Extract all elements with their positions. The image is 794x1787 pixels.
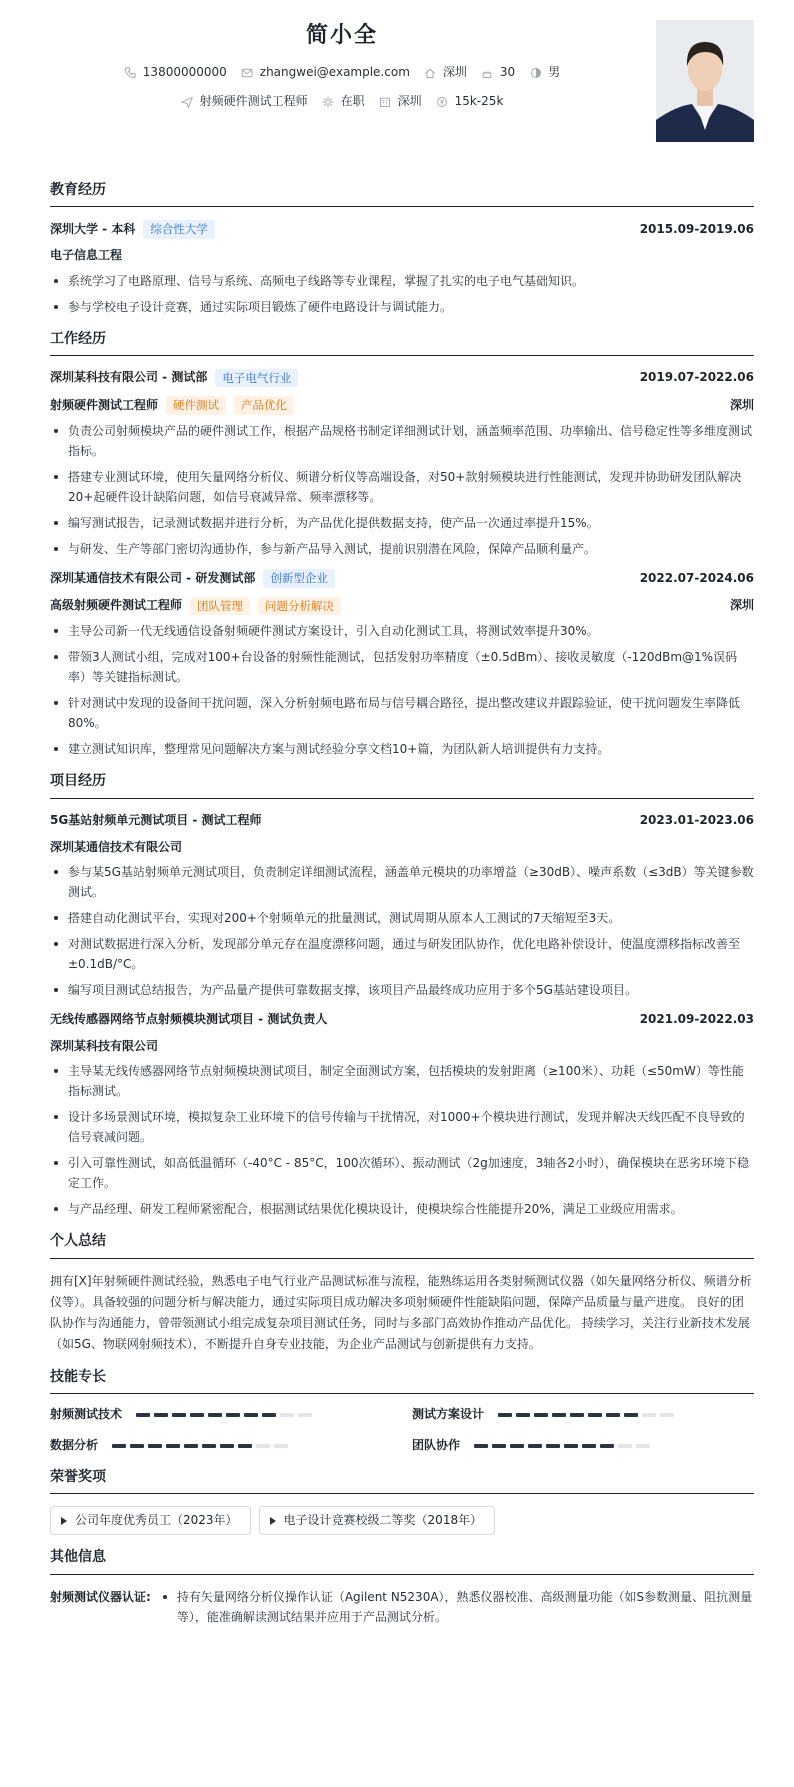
list-item: 编写测试报告，记录测试数据并进行分析，为产品优化提供数据支持，使产品一次通过率提升15%。 — [50, 513, 754, 533]
list-item: 针对测试中发现的设备间干扰问题，深入分析射频电路布局与信号耦合路径，提出整改建议并跟踪验证，使干扰问题发生率降低80%。 — [50, 693, 754, 733]
salary-item — [436, 93, 504, 110]
work-city-text: 深圳 — [397, 94, 422, 109]
school-tag: 综合性大学 — [143, 220, 215, 239]
skill-level-segment — [636, 1444, 650, 1448]
salary-icon — [436, 95, 449, 108]
education-date: 2015.09-2019.06 — [639, 221, 754, 236]
project-bullets — [50, 1061, 754, 1219]
award-text: 电子设计竞赛校级二等奖（2018年） — [283, 1513, 483, 1528]
list-item: 负责公司射频模块产品的硬件测试工作，根据产品规格书制定详细测试计划，涵盖频率范围、功率输出、信号稳定性等多维度测试指标。 — [50, 421, 754, 461]
skill-level-segment — [600, 1444, 614, 1448]
other-section — [50, 1547, 754, 1626]
education-entry — [50, 219, 754, 316]
skill-level-bar — [112, 1444, 288, 1448]
job-city: 深圳 — [729, 598, 754, 613]
gender-item — [529, 64, 560, 81]
project-bullets — [50, 862, 754, 1000]
projects-section — [50, 771, 754, 1219]
profile-photo — [656, 20, 754, 142]
age-icon — [481, 66, 494, 79]
education-title: 教育经历 — [50, 180, 754, 207]
skill-level-bar — [474, 1444, 650, 1448]
role-tag: 产品优化 — [234, 396, 294, 415]
skill-level-segment — [298, 1413, 312, 1417]
skills-section — [50, 1367, 754, 1455]
skill-level-segment — [154, 1413, 168, 1417]
major: 电子信息工程 — [50, 248, 123, 263]
project-company: 深圳某通信技术有限公司 — [50, 839, 183, 854]
skill-level-segment — [256, 1444, 270, 1448]
skill-level-segment — [112, 1444, 126, 1448]
skill-name: 团队协作 — [412, 1438, 461, 1453]
skill-item — [50, 1437, 392, 1454]
list-item: 参与学校电子设计竞赛，通过实际项目锻炼了硬件电路设计与调试能力。 — [50, 297, 754, 317]
phone-icon — [124, 66, 137, 79]
skill-level-segment — [528, 1444, 542, 1448]
skill-level-segment — [642, 1413, 656, 1417]
job-entry — [50, 569, 754, 760]
skill-level-segment — [582, 1444, 596, 1448]
job-entry — [50, 368, 754, 559]
job-date: 2022.07-2024.06 — [639, 570, 754, 585]
job-role: 高级射频硬件测试工程师 — [50, 598, 183, 613]
list-item: 持有矢量网络分析仪操作认证（Agilent N5230A），熟悉仪器校准、高级测量功能（如S参数测量、阻抗测量等），能准确解读测试结果并应用于产品测试分析。 — [159, 1587, 754, 1627]
awards-list — [50, 1506, 754, 1535]
project-entry — [50, 811, 754, 1000]
skill-level-segment — [564, 1444, 578, 1448]
send-icon — [181, 95, 194, 108]
project-company: 深圳某科技有限公司 — [50, 1039, 159, 1054]
list-item: 编写项目测试总结报告，为产品量产提供可靠数据支撑，该项目产品最终成功应用于多个5G基站建设项目。 — [50, 980, 754, 1000]
skill-item — [412, 1437, 754, 1454]
skill-level-segment — [546, 1444, 560, 1448]
summary-text: 拥有[X]年射频硬件测试经验，熟悉电子电气行业产品测试标准与流程，能熟练运用各类射频测试仪器（如矢量网络分析仪、频谱分析仪等）。具备较强的问题分析与解决能力，通过实际项目成功解决多项射频硬件性能缺陷问题，保障产品质量与量产进度。 良好的团队协作与沟通能力，曾带领测试小组完成复杂项目测试任务，同时与多部门高效协作推动产品优化。 持续学习，关注行业新技术发展（如5G、物联网射频技术），不断提升自身专业技能，为企业产品测试与创新提供有力支持。 — [50, 1273, 752, 1351]
school-name: 深圳大学 - 本科 — [50, 221, 136, 236]
skill-level-segment — [166, 1444, 180, 1448]
skill-name: 射频测试技术 — [50, 1407, 123, 1421]
skill-level-segment — [172, 1413, 186, 1417]
mail-icon — [241, 66, 254, 79]
email-item — [241, 64, 410, 81]
education-bullets — [50, 271, 754, 317]
role-tag: 问题分析解决 — [258, 597, 341, 616]
skill-level-segment — [660, 1413, 674, 1417]
skill-level-segment — [516, 1413, 530, 1417]
contact-info-row — [50, 64, 754, 81]
industry-tag: 电子电气行业 — [215, 369, 298, 388]
list-item: 主导某无线传感器网络节点射频模块测试项目，制定全面测试方案，包括模块的发射距离（≥100米）、功耗（≤50mW）等性能指标测试。 — [50, 1061, 754, 1101]
list-item: 与产品经理、研发工程师紧密配合，根据测试结果优化模块设计，使模块综合性能提升20%，满足工业级应用需求。 — [50, 1199, 754, 1219]
list-item: 搭建自动化测试平台，实现对200+个射频单元的批量测试，测试周期从原本人工测试的7天缩短至3天。 — [50, 908, 754, 928]
role-tag: 硬件测试 — [166, 396, 226, 415]
age-item — [481, 64, 515, 81]
skill-level-segment — [474, 1444, 488, 1448]
home-icon — [424, 66, 437, 79]
list-item: 对测试数据进行深入分析，发现部分单元存在温度漂移问题，通过与研发团队协作，优化电路补偿设计，使温度漂移指标改善至±0.1dB/°C。 — [50, 934, 754, 974]
project-date: 2021.09-2022.03 — [639, 1012, 754, 1027]
company-name: 深圳某通信技术有限公司 - 研发测试部 — [50, 570, 256, 585]
projects-title: 项目经历 — [50, 771, 754, 798]
skill-level-segment — [274, 1444, 288, 1448]
other-entry — [50, 1587, 754, 1627]
awards-title: 荣誉奖项 — [50, 1467, 754, 1494]
list-item: 参与某5G基站射频单元测试项目，负责制定详细测试流程，涵盖单元模块的功率增益（≥30dB）、噪声系数（≤3dB）等关键参数测试。 — [50, 862, 754, 902]
awards-section — [50, 1467, 754, 1536]
work-section — [50, 329, 754, 760]
project-entry — [50, 1010, 754, 1219]
skill-level-segment — [498, 1413, 512, 1417]
skill-item — [412, 1406, 754, 1423]
triangle-icon — [61, 1517, 67, 1525]
list-item: 主导公司新一代无线通信设备射频硬件测试方案设计，引入自动化测试工具，将测试效率提升30%。 — [50, 621, 754, 641]
skill-item — [50, 1406, 392, 1423]
building-icon — [379, 95, 392, 108]
salary-text: 15k-25k — [454, 94, 504, 109]
project-name: 无线传感器网络节点射频模块测试项目 - 测试负责人 — [50, 1012, 328, 1027]
skill-level-segment — [534, 1413, 548, 1417]
skill-level-segment — [130, 1444, 144, 1448]
gender-text: 男 — [548, 64, 561, 79]
skill-level-bar — [498, 1413, 674, 1417]
skill-name: 数据分析 — [50, 1438, 99, 1453]
project-name: 5G基站射频单元测试项目 - 测试工程师 — [50, 812, 262, 827]
resume-header — [50, 20, 754, 168]
company-name: 深圳某科技有限公司 - 测试部 — [50, 370, 208, 385]
triangle-icon — [270, 1517, 276, 1525]
age-text: 30 — [499, 64, 516, 79]
award-item — [50, 1506, 251, 1535]
other-title: 其他信息 — [50, 1547, 754, 1574]
location-item — [424, 64, 467, 81]
skill-level-segment — [280, 1413, 294, 1417]
skill-level-segment — [220, 1444, 234, 1448]
list-item: 与研发、生产等部门密切沟通协作，参与新产品导入测试，提前识别潜在风险，保障产品顺利量产。 — [50, 539, 754, 559]
skill-level-segment — [190, 1413, 204, 1417]
skill-level-segment — [618, 1444, 632, 1448]
skill-level-segment — [606, 1413, 620, 1417]
skill-level-segment — [492, 1444, 506, 1448]
job-bullets — [50, 421, 754, 559]
industry-tag: 创新型企业 — [263, 569, 335, 588]
summary-title: 个人总结 — [50, 1231, 754, 1258]
work-city-item — [379, 93, 422, 110]
phone-text: 13800000000 — [142, 64, 227, 79]
job-bullets — [50, 621, 754, 759]
role-tag: 团队管理 — [190, 597, 250, 616]
list-item: 引入可靠性测试，如高低温循环（-40°C - 85°C，100次循环）、振动测试（2g加速度，3轴各2小时），确保模块在恶劣环境下稳定工作。 — [50, 1153, 754, 1193]
location-text: 深圳 — [442, 64, 467, 79]
job-info-row — [50, 93, 754, 110]
job-role: 射频硬件测试工程师 — [50, 397, 159, 412]
certification-label: 射频测试仪器认证: — [50, 1589, 151, 1604]
gender-icon — [529, 66, 542, 79]
status-item — [322, 93, 365, 110]
skill-level-segment — [570, 1413, 584, 1417]
skill-level-segment — [510, 1444, 524, 1448]
skill-level-segment — [624, 1413, 638, 1417]
skills-title: 技能专长 — [50, 1367, 754, 1394]
job-date: 2019.07-2022.06 — [639, 370, 754, 385]
work-title: 工作经历 — [50, 329, 754, 356]
skill-name: 测试方案设计 — [412, 1407, 485, 1421]
status-text: 在职 — [340, 94, 365, 109]
skill-level-segment — [226, 1413, 240, 1417]
skill-level-segment — [244, 1413, 258, 1417]
skill-level-segment — [202, 1444, 216, 1448]
project-date: 2023.01-2023.06 — [639, 812, 754, 827]
award-text: 公司年度优秀员工（2023年） — [75, 1513, 238, 1528]
skills-grid — [50, 1406, 754, 1455]
skill-level-segment — [588, 1413, 602, 1417]
position-text: 射频硬件测试工程师 — [199, 94, 308, 109]
skill-level-segment — [208, 1413, 222, 1417]
certification-bullets — [159, 1587, 754, 1627]
candidate-name: 简小全 — [305, 23, 378, 48]
list-item: 带领3人测试小组，完成对100+台设备的射频性能测试，包括发射功率精度（±0.5dBm）、接收灵敏度（-120dBm@1%误码率）等关键指标测试。 — [50, 647, 754, 687]
position-item — [181, 93, 308, 110]
skill-level-bar — [136, 1413, 312, 1417]
status-icon — [322, 95, 335, 108]
job-city: 深圳 — [729, 397, 754, 412]
education-section — [50, 180, 754, 317]
list-item: 搭建专业测试环境，使用矢量网络分析仪、频谱分析仪等高端设备，对50+款射频模块进行性能测试，发现并协助研发团队解决20+起硬件设计缺陷问题，如信号衰减异常、频率漂移等。 — [50, 467, 754, 507]
award-item — [259, 1506, 496, 1535]
skill-level-segment — [262, 1413, 276, 1417]
phone-item — [124, 64, 227, 81]
list-item: 系统学习了电路原理、信号与系统、高频电子线路等专业课程，掌握了扎实的电子电气基础知识。 — [50, 271, 754, 291]
skill-level-segment — [148, 1444, 162, 1448]
skill-level-segment — [184, 1444, 198, 1448]
list-item: 建立测试知识库，整理常见问题解决方案与测试经验分享文档10+篇，为团队新人培训提供有力支持。 — [50, 739, 754, 759]
email-text: zhangwei@example.com — [259, 64, 410, 79]
skill-level-segment — [552, 1413, 566, 1417]
skill-level-segment — [136, 1413, 150, 1417]
skill-level-segment — [238, 1444, 252, 1448]
list-item: 设计多场景测试环境，模拟复杂工业环境下的信号传输与干扰情况，对1000+个模块进行测试，发现并解决天线匹配不良导致的信号衰减问题。 — [50, 1107, 754, 1147]
summary-section — [50, 1231, 754, 1354]
